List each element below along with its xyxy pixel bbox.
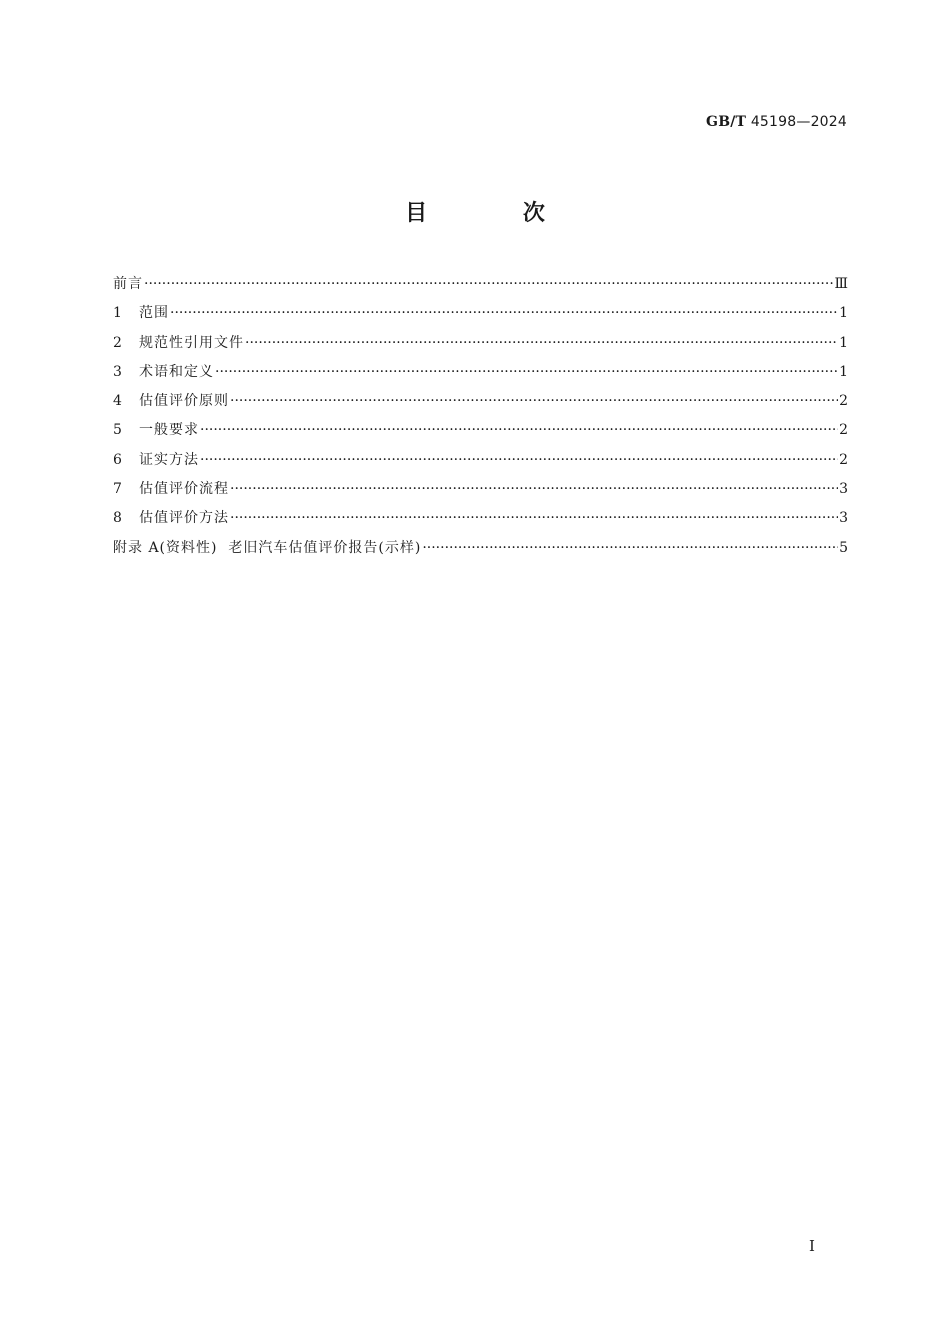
toc-leader-dots — [230, 504, 838, 533]
toc-entry-number: 7 — [113, 481, 122, 498]
toc-entry-label: 术语和定义 — [139, 363, 214, 380]
toc-entry-8[interactable] — [113, 504, 848, 533]
toc-entry-number: 6 — [113, 451, 122, 468]
table-of-contents — [113, 270, 848, 563]
toc-entry-2[interactable] — [113, 329, 848, 358]
toc-entry-page: 2 — [839, 451, 848, 468]
toc-leader-dots — [245, 329, 838, 358]
toc-entry-number: 5 — [113, 422, 122, 439]
toc-entry-7[interactable] — [113, 475, 848, 504]
toc-leader-dots — [170, 299, 838, 328]
toc-entry-label: 规范性引用文件 — [139, 334, 244, 351]
toc-leader-dots — [200, 416, 838, 445]
toc-entry-page: 1 — [839, 334, 848, 351]
page-number: Ⅰ — [809, 1237, 815, 1255]
toc-entry-label: 附录 A(资料性) 老旧汽车估值评价报告(示样) — [113, 539, 422, 556]
toc-entry-label: 范围 — [139, 305, 169, 322]
standard-code-prefix: GB/T — [706, 114, 747, 130]
standard-code-number: 45198—2024 — [750, 114, 847, 130]
toc-entry-page: 3 — [839, 510, 848, 527]
toc-entry-5[interactable] — [113, 416, 848, 445]
toc-entry-page: Ⅲ — [834, 276, 848, 292]
toc-entry-number: 2 — [113, 334, 122, 351]
toc-entry-4[interactable] — [113, 387, 848, 416]
toc-entry-label: 证实方法 — [139, 451, 199, 468]
toc-entry-label: 前言 — [113, 276, 143, 292]
toc-entry-foreword[interactable] — [113, 270, 848, 299]
toc-entry-6[interactable] — [113, 446, 848, 475]
toc-leader-dots — [422, 534, 838, 563]
toc-entry-page: 1 — [839, 363, 848, 380]
toc-entry-number: 3 — [113, 363, 122, 380]
toc-entry-page: 5 — [839, 539, 848, 556]
toc-entry-3[interactable] — [113, 358, 848, 387]
toc-leader-dots — [144, 270, 833, 299]
toc-entry-label: 估值评价方法 — [139, 510, 229, 527]
toc-entry-label: 一般要求 — [139, 422, 199, 439]
toc-entry-page: 1 — [839, 305, 848, 322]
toc-entry-number: 1 — [113, 305, 122, 322]
toc-entry-label: 估值评价流程 — [139, 481, 229, 498]
toc-entry-page: 2 — [839, 422, 848, 439]
toc-leader-dots — [230, 475, 838, 504]
toc-title: 目 次 — [405, 201, 589, 226]
toc-entry-appendix-a[interactable] — [113, 534, 848, 563]
toc-entry-page: 2 — [839, 393, 848, 410]
toc-entry-page: 3 — [839, 481, 848, 498]
toc-entry-number: 8 — [113, 510, 122, 527]
toc-entry-1[interactable] — [113, 299, 848, 328]
toc-leader-dots — [215, 358, 838, 387]
standard-code — [706, 114, 847, 130]
toc-entry-label: 估值评价原则 — [139, 393, 229, 410]
toc-entry-number: 4 — [113, 393, 122, 410]
toc-leader-dots — [200, 446, 838, 475]
toc-leader-dots — [230, 387, 838, 416]
